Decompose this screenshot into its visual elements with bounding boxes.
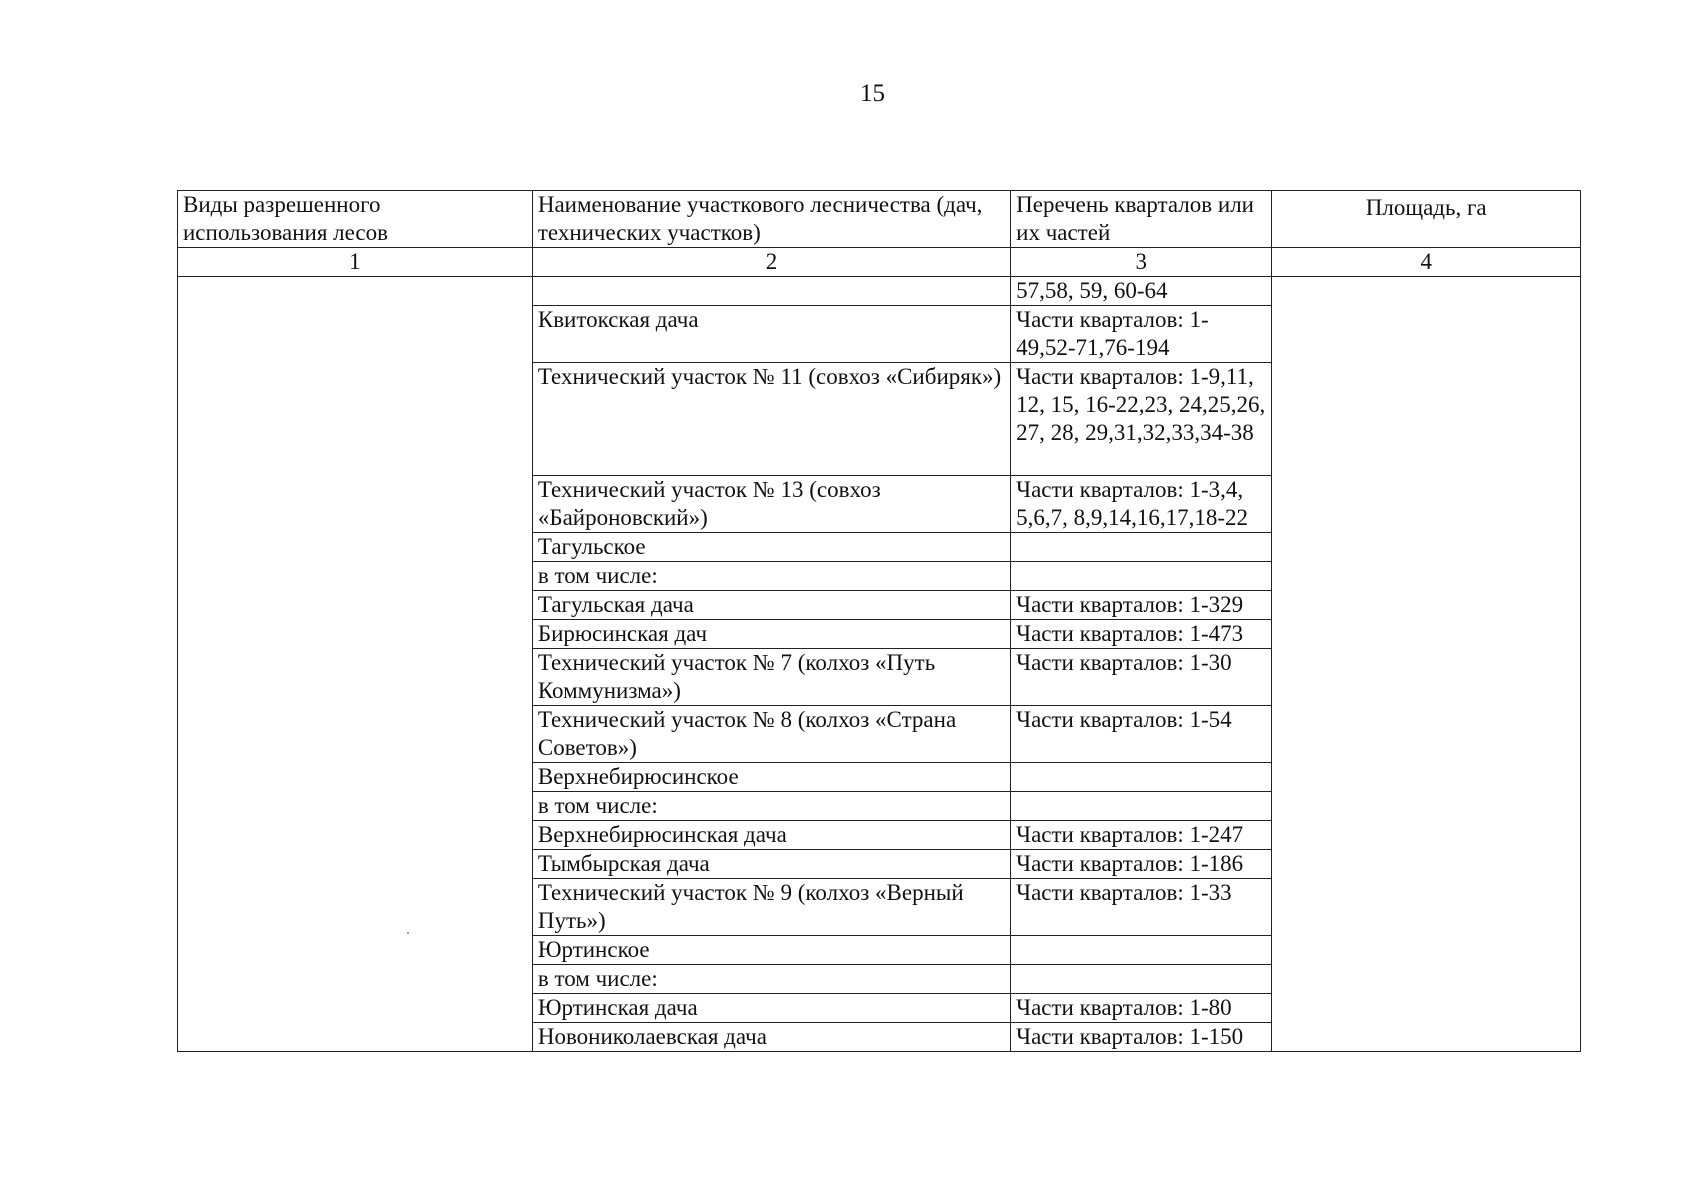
quarters-cell bbox=[1011, 763, 1272, 792]
forestry-name-cell: Технический участок № 13 (совхоз «Байроновский») bbox=[532, 476, 1010, 533]
forestry-name-cell: Тымбырская дача bbox=[532, 850, 1010, 879]
table-row bbox=[178, 277, 1581, 306]
quarters-cell: Части кварталов: 1-54 bbox=[1011, 706, 1272, 763]
forestry-name-cell: Тагульская дача bbox=[532, 591, 1010, 620]
forestry-name-cell: Юртинская дача bbox=[532, 994, 1010, 1023]
header-cell-area: Площадь, га bbox=[1272, 191, 1581, 248]
forestry-name-cell: Квитокская дача bbox=[532, 306, 1010, 363]
quarters-cell bbox=[1011, 965, 1272, 994]
forestry-name-cell: Верхнебирюсинская дача bbox=[532, 821, 1010, 850]
scan-speck bbox=[407, 932, 409, 934]
usage-type-cell bbox=[178, 277, 533, 1052]
quarters-cell: Части кварталов: 1-9,11, 12, 15, 16-22,23, 24,25,26, 27, 28, 29,31,32,33,34-38 bbox=[1011, 363, 1272, 476]
quarters-cell: Части кварталов: 1-3,4, 5,6,7, 8,9,14,16,17,18-22 bbox=[1011, 476, 1272, 533]
quarters-cell bbox=[1011, 792, 1272, 821]
forestry-name-cell bbox=[532, 277, 1010, 306]
header-cell-forestry-name: Наименование участкового лесничества (дач, технических участков) bbox=[532, 191, 1010, 248]
quarters-cell: Части кварталов: 1-49,52-71,76-194 bbox=[1011, 306, 1272, 363]
quarters-cell bbox=[1011, 562, 1272, 591]
forestry-name-cell: Технический участок № 8 (колхоз «Страна Советов») bbox=[532, 706, 1010, 763]
quarters-cell: 57,58, 59, 60-64 bbox=[1011, 277, 1272, 306]
header-cell-quarters: Перечень кварталов или их частей bbox=[1011, 191, 1272, 248]
forestry-name-cell: Технический участок № 9 (колхоз «Верный Путь») bbox=[532, 879, 1010, 936]
quarters-cell: Части кварталов: 1-80 bbox=[1011, 994, 1272, 1023]
column-number: 2 bbox=[532, 248, 1010, 277]
quarters-cell: Части кварталов: 1-473 bbox=[1011, 620, 1272, 649]
column-number: 1 bbox=[178, 248, 533, 277]
quarters-cell: Части кварталов: 1-33 bbox=[1011, 879, 1272, 936]
forestry-name-cell: Технический участок № 7 (колхоз «Путь Коммунизма») bbox=[532, 649, 1010, 706]
forest-use-table bbox=[177, 190, 1581, 1052]
column-number: 4 bbox=[1272, 248, 1581, 277]
header-cell-usage-type: Виды разрешенного использования лесов bbox=[178, 191, 533, 248]
forestry-name-cell: в том числе: bbox=[532, 792, 1010, 821]
page-number: 15 bbox=[860, 80, 885, 107]
forestry-name-cell: в том числе: bbox=[532, 965, 1010, 994]
area-cell bbox=[1272, 277, 1581, 1052]
forestry-name-cell: Новониколаевская дача bbox=[532, 1023, 1010, 1052]
forestry-name-cell: Тагульское bbox=[532, 533, 1010, 562]
table-header-row bbox=[178, 191, 1581, 248]
forestry-name-cell: Бирюсинская дач bbox=[532, 620, 1010, 649]
quarters-cell: Части кварталов: 1-150 bbox=[1011, 1023, 1272, 1052]
quarters-cell: Части кварталов: 1-30 bbox=[1011, 649, 1272, 706]
quarters-cell bbox=[1011, 936, 1272, 965]
forestry-name-cell: Технический участок № 11 (совхоз «Сибиряк») bbox=[532, 363, 1010, 476]
column-number: 3 bbox=[1011, 248, 1272, 277]
forestry-name-cell: Юртинское bbox=[532, 936, 1010, 965]
quarters-cell: Части кварталов: 1-329 bbox=[1011, 591, 1272, 620]
quarters-cell: Части кварталов: 1-247 bbox=[1011, 821, 1272, 850]
quarters-cell bbox=[1011, 533, 1272, 562]
forestry-name-cell: Верхнебирюсинское bbox=[532, 763, 1010, 792]
quarters-cell: Части кварталов: 1-186 bbox=[1011, 850, 1272, 879]
column-number-row bbox=[178, 248, 1581, 277]
forestry-name-cell: в том числе: bbox=[532, 562, 1010, 591]
